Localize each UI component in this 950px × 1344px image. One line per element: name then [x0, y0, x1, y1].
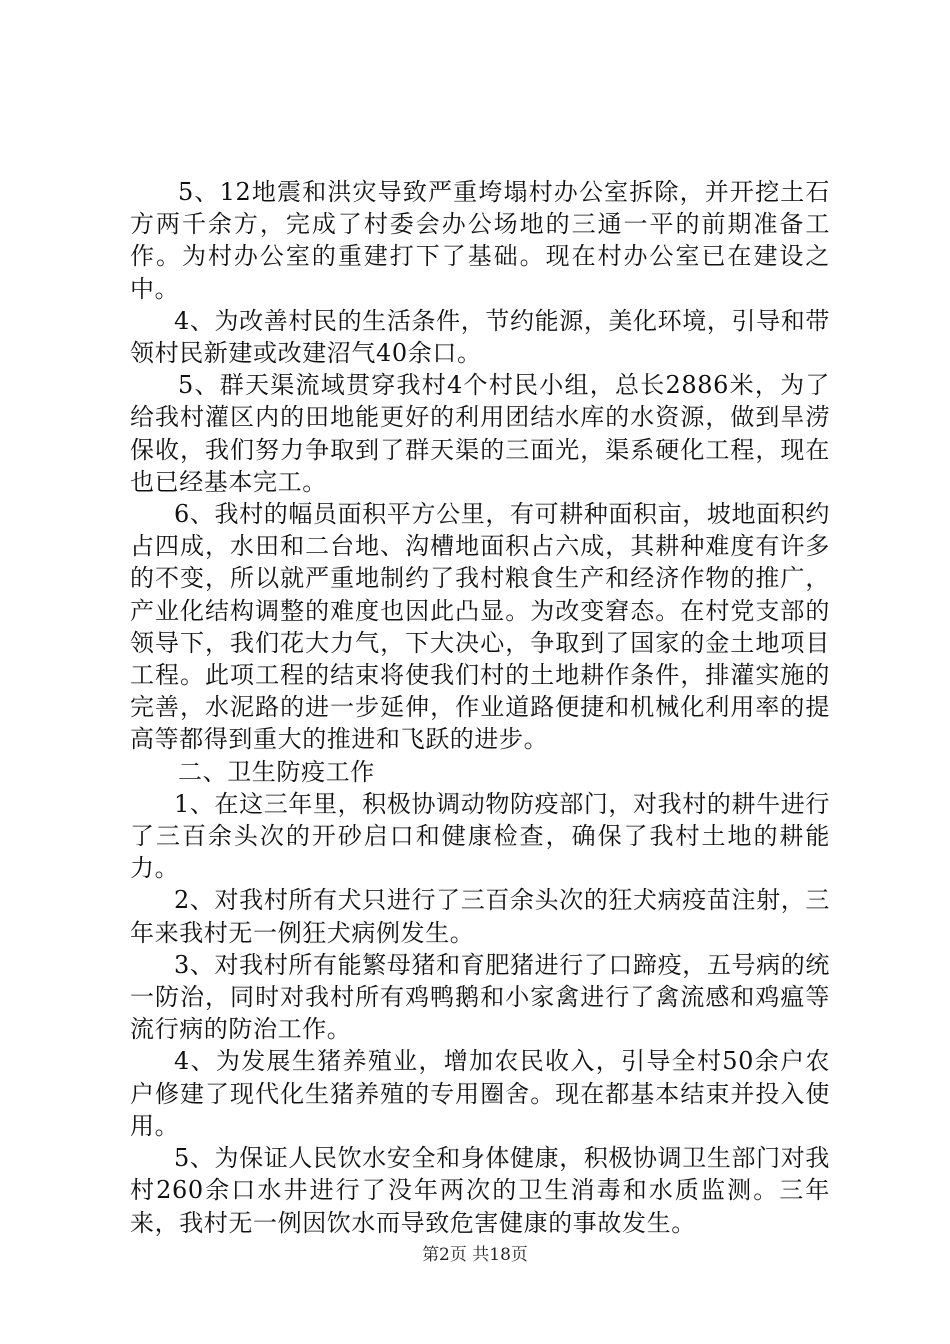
page-number-footer: 第2页 共18页: [422, 1245, 528, 1265]
document-body: [130, 176, 830, 1239]
paragraph-office-rebuild: 5、12地震和洪灾导致严重垮塌村办公室拆除，并开挖土石方两千余方，完成了村委会办公场地的三通一平的前期准备工作。为村办公室的重建打下了基础。现在村办公室已在建设之中。: [130, 178, 830, 303]
section-heading-health: 二、卫生防疫工作: [178, 757, 375, 786]
paragraph-canal: 5、群天渠流域贯穿我村4个村民小组，总长2886米，为了给我村灌区内的田地能更好的利用团结水库的水资源，做到旱涝保收，我们努力争取到了群天渠的三面光，渠系硬化工程，现在也已经基本完工。: [130, 371, 830, 496]
paragraph-land-project: 6、我村的幅员面积平方公里，有可耕种面积亩，坡地面积约占四成，水田和二台地、沟槽地面积占六成，其耕种难度有许多的不变，所以就严重地制约了我村粮食生产和经济作物的推广，产业化结构调整的难度也因此凸显。为改变窘态。在村党支部的领导下，我们花大力气，下大决心，争取到了国家的金土地项目工程。此项工程的结束将使我们村的土地耕作条件，排灌实施的完善，水泥路的进一步延伸，作业道路便捷和机械化利用率的提高等都得到重大的推进和飞跃的进步。: [130, 500, 830, 754]
paragraph-water-safety: 5、为保证人民饮水安全和身体健康，积极协调卫生部门对我村260余口水井进行了没年两次的卫生消毒和水质监测。三年来，我村无一例因饮水而导致危害健康的事故发生。: [130, 1144, 830, 1237]
paragraph-dogs: 2、对我村所有犬只进行了三百余头次的狂犬病疫苗注射，三年来我村无一例狂犬病例发生。: [130, 886, 830, 947]
paragraph-biogas: 4、为改善村民的生活条件，节约能源，美化环境，引导和带领村民新建或改建沼气40余口。: [130, 306, 830, 368]
paragraph-cattle: 1、在这三年里，积极协调动物防疫部门，对我村的耕牛进行了三百余头次的开砂启口和健康检查，确保了我村土地的耕能力。: [130, 789, 830, 883]
paragraph-pigs-poultry: 3、对我村所有能繁母猪和育肥猪进行了口蹄疫，五号病的统一防治，同时对我村所有鸡鸭鹅和小家禽进行了禽流感和鸡瘟等流行病的防治工作。: [130, 950, 830, 1044]
paragraph-pig-farming: 4、为发展生猪养殖业，增加农民收入，引导全村50余户农户修建了现代化生猪养殖的专用圈舍。现在都基本结束并投入使用。: [130, 1047, 830, 1140]
